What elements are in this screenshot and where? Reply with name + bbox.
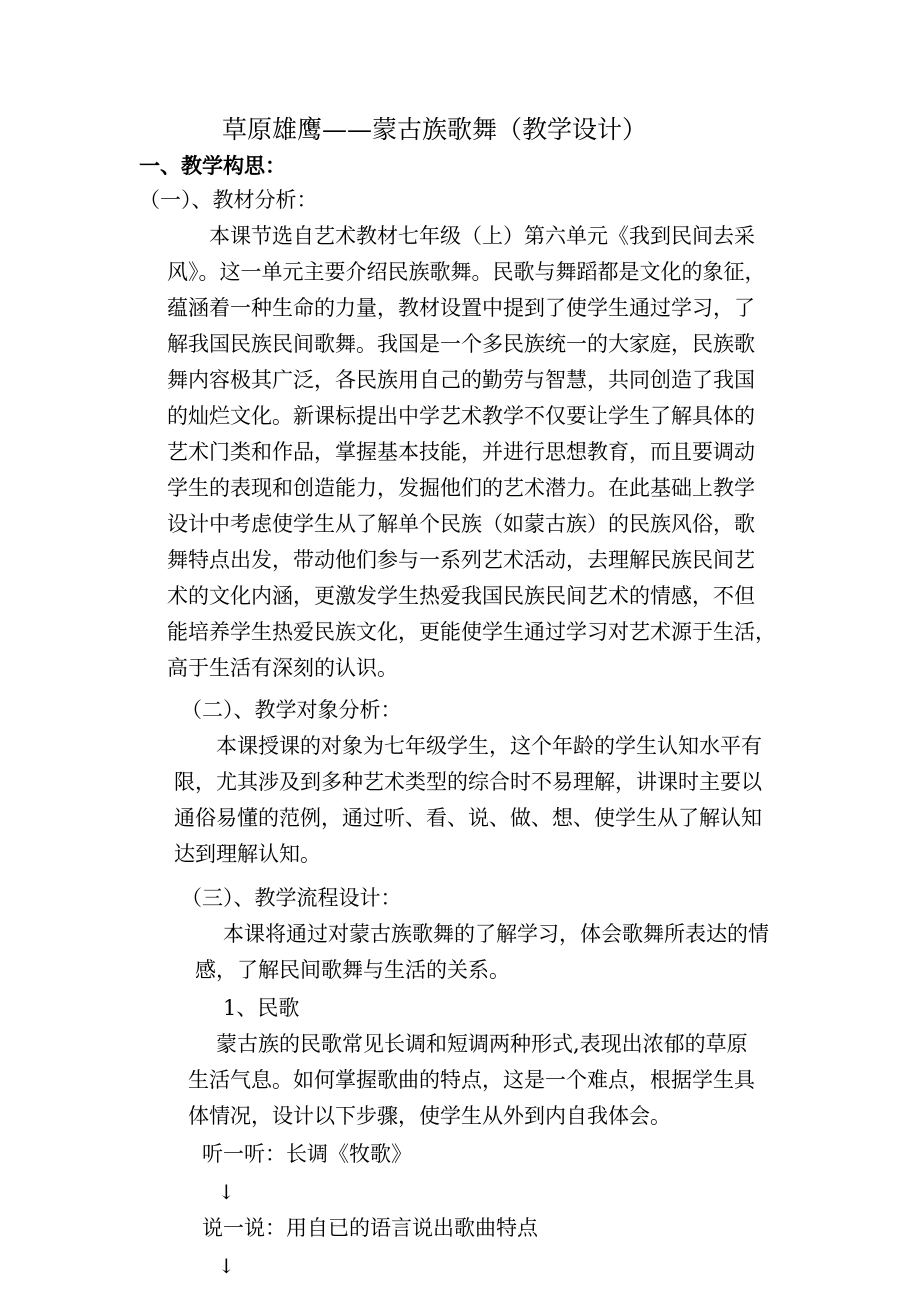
item-heading-1: 1、民歌 — [223, 996, 300, 1020]
section-heading-1: 一、教学构思： — [139, 153, 286, 178]
paragraph-line: 蕴涵着一种生命的力量，教材设置中提到了使学生通过学习，了 — [167, 296, 755, 320]
step-listen: 听一听：长调《牧歌》 — [202, 1142, 412, 1166]
paragraph-line: 的灿烂文化。新课标提出中学艺术教学不仅要让学生了解具体的 — [167, 404, 755, 428]
paragraph-line: 舞内容极其广泛，各民族用自己的勤劳与智慧，共同创造了我国 — [167, 368, 755, 392]
subsection-heading-3: （三）、教学流程设计： — [181, 886, 402, 910]
paragraph-line: 解我国民族民间歌舞。我国是一个多民族统一的大家庭，民族歌 — [167, 332, 755, 356]
paragraph-line: 能培养学生热爱民族文化，更能使学生通过学习对艺术源于生活， — [167, 620, 776, 644]
paragraph-line: 本课将通过对蒙古族歌舞的了解学习，体会歌舞所表达的情 — [223, 922, 769, 946]
document-title: 草原雄鹰——蒙古族歌舞（教学设计） — [222, 115, 648, 144]
step-speak: 说一说：用自已的语言说出歌曲特点 — [202, 1216, 538, 1240]
paragraph-line: 舞特点出发，带动他们参与一系列艺术活动，去理解民族民间艺 — [167, 548, 755, 572]
down-arrow-icon: ↓ — [218, 1180, 235, 1204]
down-arrow-icon: ↓ — [218, 1254, 235, 1278]
subsection-heading-1: （一）、教材分析： — [139, 188, 318, 212]
paragraph-line: 达到理解认知。 — [174, 842, 321, 866]
paragraph-line: 学生的表现和创造能力，发掘他们的艺术潜力。在此基础上教学 — [167, 476, 755, 500]
subsection-heading-2: （二）、教学对象分析： — [181, 698, 402, 722]
paragraph-line: 本课授课的对象为七年级学生，这个年龄的学生认知水平有 — [216, 734, 762, 758]
paragraph-line: 艺术门类和作品，掌握基本技能，并进行思想教育，而且要调动 — [167, 440, 755, 464]
paragraph-line: 本课节选自艺术教材七年级（上）第六单元《我到民间去采 — [209, 224, 755, 248]
paragraph-line: 高于生活有深刻的认识。 — [167, 656, 398, 680]
paragraph-line: 蒙古族的民歌常见长调和短调两种形式,表现出浓郁的草原 — [216, 1032, 748, 1056]
paragraph-line: 风》。这一单元主要介绍民族歌舞。民歌与舞蹈都是文化的象征， — [167, 260, 766, 284]
paragraph-line: 通俗易懂的范例，通过听、看、说、做、想、使学生从了解认知 — [174, 806, 762, 830]
paragraph-line: 限，尤其涉及到多种艺术类型的综合时不易理解，讲课时主要以 — [174, 770, 762, 794]
paragraph-line: 生活气息。如何掌握歌曲的特点，这是一个难点，根据学生具 — [188, 1068, 755, 1092]
paragraph-line: 体情况，设计以下步骤，使学生从外到内自我体会。 — [188, 1104, 671, 1128]
paragraph-line: 设计中考虑使学生从了解单个民族（如蒙古族）的民族风俗，歌 — [167, 512, 755, 536]
paragraph-line: 术的文化内涵，更激发学生热爱我国民族民间艺术的情感，不但 — [167, 584, 755, 608]
paragraph-line: 感，了解民间歌舞与生活的关系。 — [195, 958, 510, 982]
